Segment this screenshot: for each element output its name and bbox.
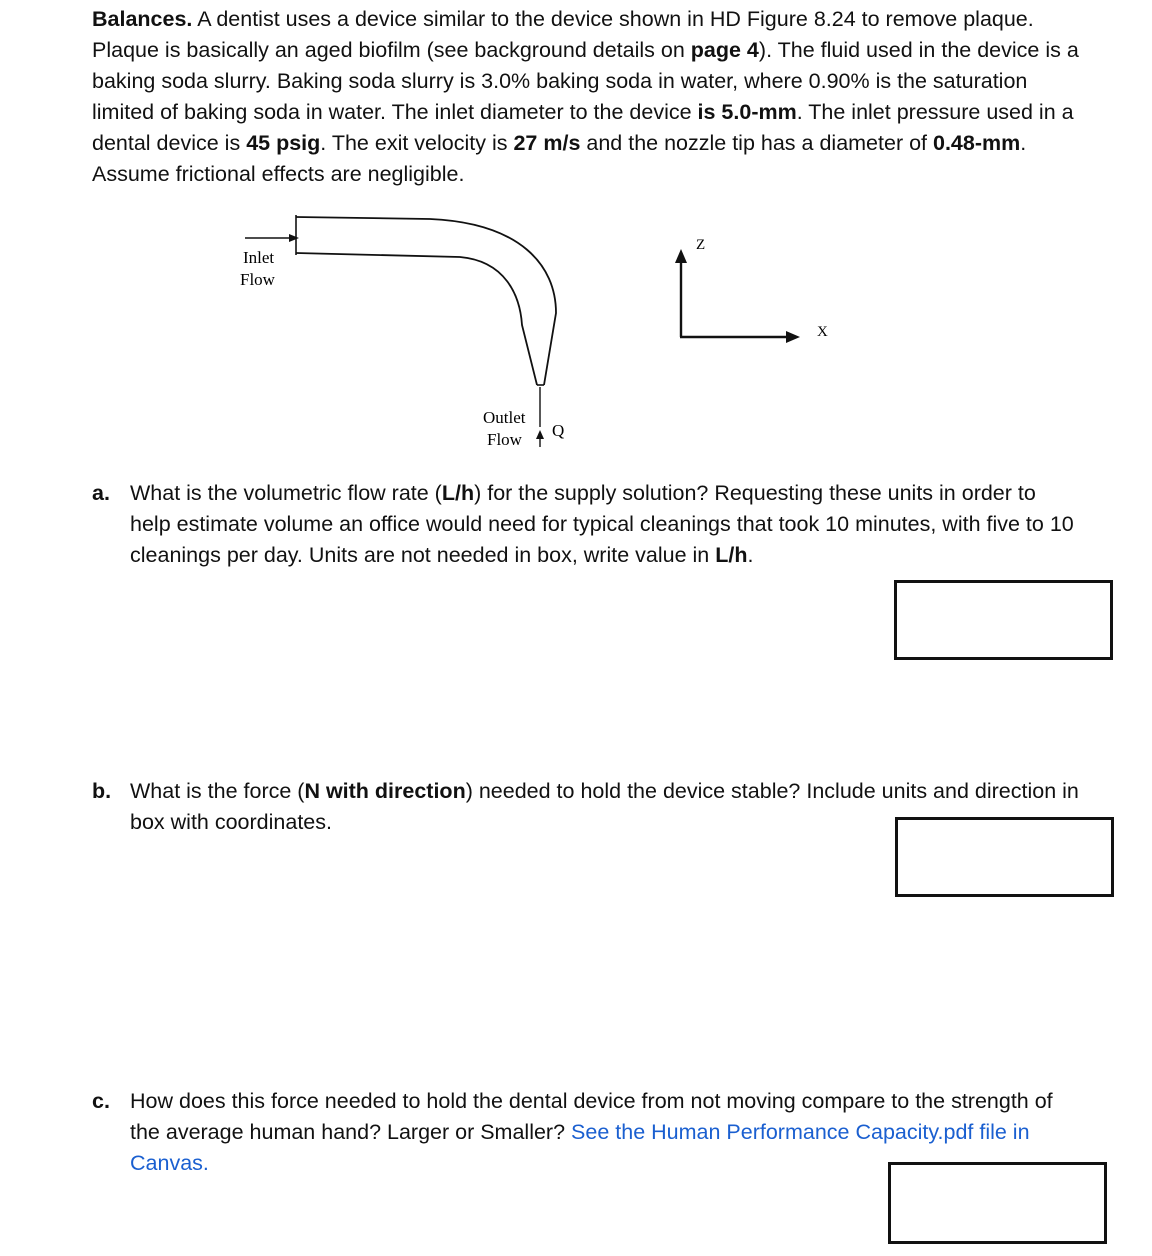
question-a-text-2: ) for the supply solution? Requesting these units in order to help estimate volume an office would need for typical cleanings that took 10 minutes, with five to 10 cleanings per day. Units are not needed in box, write value in: [130, 481, 1074, 567]
problem-text-5: and the nozzle tip has a diameter of: [580, 131, 933, 155]
question-a-letter: a.: [92, 481, 110, 505]
problem-text-6: . Assume frictional effects are negligible.: [92, 131, 1027, 186]
question-b-text-2: ) needed to hold the device stable? Include units and direction in box with coordinates.: [130, 779, 1079, 834]
x-axis-arrowhead: [786, 331, 800, 343]
outlet-label-1: Outlet: [483, 408, 526, 427]
problem-inlet-diameter: is 5.0-mm: [697, 100, 797, 124]
answer-box-b[interactable]: [895, 817, 1114, 897]
x-axis-label: X: [817, 324, 828, 340]
problem-title: Balances.: [92, 7, 193, 31]
answer-box-a[interactable]: [894, 580, 1113, 660]
device-figure: [0, 195, 900, 455]
answer-box-c[interactable]: [888, 1162, 1107, 1244]
z-axis-label: Z: [696, 237, 706, 253]
inlet-label-1: Inlet: [243, 248, 275, 267]
problem-exit-velocity: 27 m/s: [513, 131, 581, 155]
question-b-letter: b.: [92, 779, 112, 803]
question-a-unit-2: L/h: [715, 543, 748, 567]
problem-statement: [92, 4, 1092, 190]
question-b-unit: N with direction: [304, 779, 466, 803]
inlet-label-2: Flow: [240, 270, 275, 289]
problem-text-1: A dentist uses a device similar to the device shown in HD Figure 8.24 to remove plaque. Plaque is basically an aged biofilm (see background details on: [92, 7, 1034, 62]
z-axis-arrowhead: [675, 249, 687, 263]
question-c-letter: c.: [92, 1089, 110, 1113]
outlet-label-2: Flow: [487, 430, 522, 449]
problem-text-2: ). The fluid used in the device is a baking soda slurry. Baking soda slurry is 3.0% baking soda in water, where 0.90% is the saturation limited of baking soda in water. The inlet diameter to the device: [92, 38, 1079, 124]
inlet-arrowhead: [289, 234, 299, 242]
human-performance-link[interactable]: See the Human Performance Capacity.pdf file in Canvas.: [130, 1120, 1030, 1175]
question-a-unit-1: L/h: [441, 481, 475, 505]
outlet-arrowhead: [536, 430, 544, 439]
question-b-text-1: What is the force (: [130, 779, 305, 803]
pipe-inner-wall: [296, 253, 537, 385]
problem-page-ref: page 4: [690, 38, 759, 62]
problem-text-3: . The inlet pressure used in a dental device is: [92, 100, 1074, 155]
question-a-text: [130, 478, 1080, 571]
problem-text-4: . The exit velocity is: [320, 131, 514, 155]
question-a-text-1: What is the volumetric flow rate (: [130, 481, 442, 505]
question-c-text-1: How does this force needed to hold the dental device from not moving compare to the strength of the average human hand? Larger or Smaller?: [130, 1089, 1053, 1144]
problem-nozzle-diameter: 0.48-mm: [932, 131, 1021, 155]
q-label: Q: [552, 421, 565, 440]
question-a-text-3: .: [747, 543, 754, 567]
problem-inlet-pressure: 45 psig: [246, 131, 321, 155]
